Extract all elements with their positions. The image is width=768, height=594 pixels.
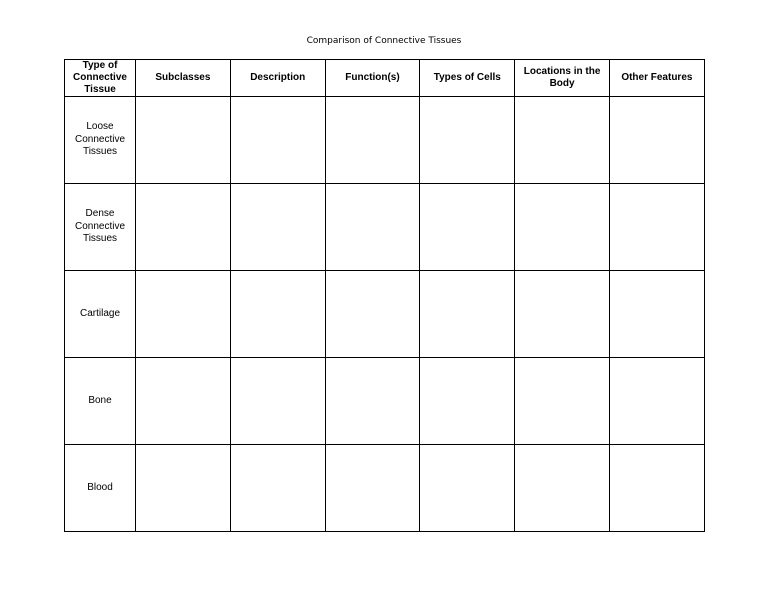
table-cell: [609, 445, 704, 532]
table-cell: [420, 358, 515, 445]
table-cell: [609, 97, 704, 184]
table-cell: [609, 184, 704, 271]
table-cell: [609, 271, 704, 358]
header-functions: Function(s): [325, 60, 420, 97]
table-row: [65, 184, 705, 271]
row-label: Blood: [65, 445, 136, 532]
table-row: [65, 97, 705, 184]
table-cell: [230, 184, 325, 271]
table-cell: [136, 184, 231, 271]
table-cell: [420, 97, 515, 184]
table-cell: [230, 358, 325, 445]
table-cell: [515, 184, 610, 271]
table-cell: [515, 97, 610, 184]
header-other-features: Other Features: [609, 60, 704, 97]
table-row: [65, 271, 705, 358]
table-cell: [420, 271, 515, 358]
table-cell: [325, 97, 420, 184]
table-cell: [230, 97, 325, 184]
row-label: Bone: [65, 358, 136, 445]
table-cell: [515, 445, 610, 532]
table-cell: [230, 271, 325, 358]
header-description: Description: [230, 60, 325, 97]
document-title: Comparison of Connective Tissues: [306, 36, 462, 46]
row-label: Loose Connective Tissues: [65, 97, 136, 184]
header-subclasses: Subclasses: [136, 60, 231, 97]
table-cell: [325, 271, 420, 358]
comparison-table: [64, 59, 705, 532]
table-cell: [136, 271, 231, 358]
row-label: Cartilage: [65, 271, 136, 358]
table-cell: [136, 445, 231, 532]
table-cell: [515, 358, 610, 445]
table-cell: [515, 271, 610, 358]
header-types-of-cells: Types of Cells: [420, 60, 515, 97]
table-cell: [609, 358, 704, 445]
table-row: [65, 358, 705, 445]
table-cell: [325, 445, 420, 532]
table-cell: [136, 97, 231, 184]
header-type-of-tissue: Type of Connective Tissue: [65, 60, 136, 97]
table-cell: [325, 358, 420, 445]
header-locations: Locations in the Body: [515, 60, 610, 97]
table-row: [65, 445, 705, 532]
table-cell: [420, 184, 515, 271]
table-cell: [325, 184, 420, 271]
table-cell: [420, 445, 515, 532]
row-label: Dense Connective Tissues: [65, 184, 136, 271]
table-cell: [136, 358, 231, 445]
header-row: [65, 60, 705, 97]
table-cell: [230, 445, 325, 532]
